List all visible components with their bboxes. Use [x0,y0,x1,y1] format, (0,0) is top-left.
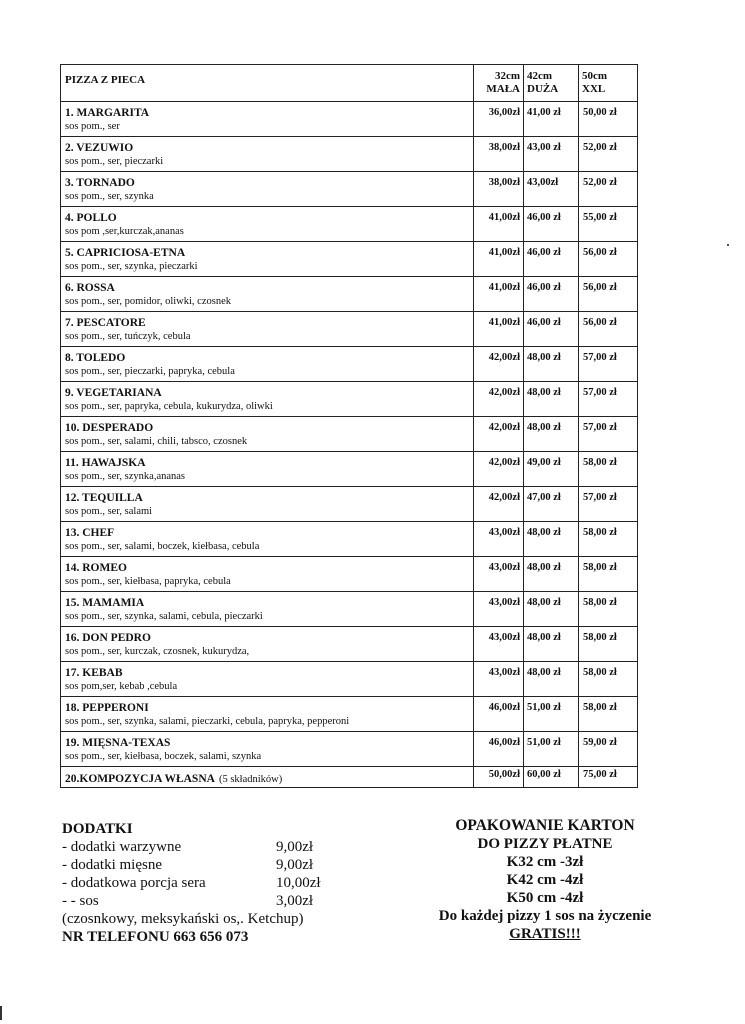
addons-title: DODATKI [62,821,133,837]
pizza-cell [61,732,474,767]
menu-items [61,102,638,788]
price-small: 41,00zł [474,207,524,242]
box-price-32: K32 cm -3zł [506,854,584,870]
item-name: 18. PEPPERONI [65,702,149,714]
price-xxl: 58,00 zł [579,662,638,697]
price-small: 43,00zł [474,662,524,697]
phone-number: NR TELEFONU 663 656 073 [62,929,249,945]
sauce-note: (czosnkowy, meksykański os,. Ketchup) [62,911,304,927]
price-small: 42,00zł [474,417,524,452]
price-large: 51,00 zł [524,697,579,732]
table-header-row [61,65,638,102]
table-row [61,452,638,487]
pizza-cell [61,172,474,207]
price-small: 36,00zł [474,102,524,137]
item-name: 16. DON PEDRO [65,632,151,644]
price-large: 48,00 zł [524,382,579,417]
price-large: 48,00 zł [524,592,579,627]
item-ingredients: sos pom., ser, salami [65,506,153,517]
item-ingredients: sos pom., ser, tuńczyk, cebula [65,331,191,342]
size-header-cm: 50cm [582,70,608,82]
box-price-50: K50 cm -4zł [506,890,584,906]
item-ingredients: sos pom., ser, papryka, cebula, kukurydza, oliwki [65,401,273,412]
item-name: 17. KEBAB [65,667,123,679]
table-row [61,207,638,242]
item-name: 4. POLLO [65,212,117,224]
addon-price: 9,00zł [276,839,314,855]
price-large: 43,00zł [524,172,579,207]
pizza-cell [61,382,474,417]
pizza-cell [61,102,474,137]
item-ingredients: sos pom., ser, salami, boczek, kiełbasa, cebula [65,541,260,552]
addons-list [62,838,362,910]
table-row [61,312,638,347]
pizza-cell [61,557,474,592]
price-small: 46,00zł [474,697,524,732]
table-row [61,487,638,522]
item-ingredients: sos pom., ser, szynka,ananas [65,471,186,482]
table-row [61,662,638,697]
item-name: 13. CHEF [65,527,115,539]
table-row [61,277,638,312]
size-header-name: XXL [582,83,606,95]
scan-edge-mark [0,1006,2,1020]
size-header-name: MAŁA [486,83,520,95]
price-small: 46,00zł [474,732,524,767]
size-header-cm: 42cm [527,70,553,82]
price-xxl: 58,00 zł [579,697,638,732]
pizza-cell [61,697,474,732]
item-name: 9. VEGETARIANA [65,387,162,399]
table-row [61,102,638,137]
price-xxl: 50,00 zł [579,102,638,137]
item-ingredients: sos pom., ser, pieczarki [65,156,164,167]
price-large: 47,00 zł [524,487,579,522]
size-header-small [474,65,524,102]
price-small: 42,00zł [474,347,524,382]
item-ingredients: sos pom,ser, kebab ,cebula [65,681,178,692]
table-row-custom-pizza [61,767,638,788]
price-small: 41,00zł [474,277,524,312]
price-small: 42,00zł [474,382,524,417]
price-small: 43,00zł [474,627,524,662]
table-row [61,347,638,382]
table-title: PIZZA Z PIECA [61,65,474,102]
table-row [61,592,638,627]
table-row [61,242,638,277]
item-ingredients: sos pom., ser [65,121,120,132]
item-name: 5. CAPRICIOSA-ETNA [65,247,186,259]
price-xxl: 57,00 zł [579,487,638,522]
price-xxl: 57,00 zł [579,347,638,382]
packaging-subtitle: DO PIZZY PŁATNE [477,836,613,852]
item-name: 10. DESPERADO [65,422,154,434]
table-row [61,732,638,767]
addon-price: 3,00zł [276,893,314,909]
item-ingredients: sos pom., ser, kurczak, czosnek, kukurydza, [65,646,250,657]
price-xxl: 58,00 zł [579,452,638,487]
price-small: 38,00zł [474,137,524,172]
addon-line [62,892,362,910]
table-row [61,137,638,172]
pizza-cell [61,312,474,347]
size-header-large [524,65,579,102]
addon-label: - - sos [62,893,99,909]
addon-price: 10,00zł [276,875,321,891]
price-small: 50,00zł [474,767,524,788]
table-row [61,382,638,417]
price-xxl: 52,00 zł [579,137,638,172]
price-large: 41,00 zł [524,102,579,137]
addons-section [62,820,362,946]
pizza-cell [61,522,474,557]
box-price-42: K42 cm -4zł [506,872,584,888]
packaging-title: OPAKOWANIE KARTON [455,817,635,834]
pizza-cell [61,242,474,277]
price-large: 46,00 zł [524,277,579,312]
item-ingredients: sos pom ,ser,kurczak,ananas [65,226,184,237]
item-name: 15. MAMAMIA [65,597,145,609]
pizza-price-table [60,64,638,788]
custom-pizza-cell [61,767,474,788]
price-large: 48,00 zł [524,347,579,382]
size-header-cm: 32cm [494,70,520,82]
item-ingredients: sos pom., ser, szynka [65,191,154,202]
table-row [61,697,638,732]
item-name: 19. MIĘSNA-TEXAS [65,737,171,749]
item-ingredients: sos pom., ser, pomidor, oliwki, czosnek [65,296,231,307]
price-large: 48,00 zł [524,522,579,557]
price-small: 42,00zł [474,487,524,522]
table-row [61,522,638,557]
item-name: 14. ROMEO [65,562,127,574]
price-small: 43,00zł [474,522,524,557]
item-ingredients: sos pom., ser, szynka, salami, cebula, pieczarki [65,611,263,622]
table-row [61,417,638,452]
item-ingredients: sos pom., ser, szynka, pieczarki [65,261,198,272]
price-large: 48,00 zł [524,627,579,662]
price-xxl: 57,00 zł [579,382,638,417]
price-xxl: 57,00 zł [579,417,638,452]
size-header-xxl [579,65,638,102]
item-name: 3. TORNADO [65,177,135,189]
item-name: 1. MARGARITA [65,107,150,119]
pizza-cell [61,452,474,487]
addon-line [62,874,362,892]
price-small: 42,00zł [474,452,524,487]
addon-price: 9,00zł [276,857,314,873]
price-xxl: 58,00 zł [579,557,638,592]
price-large: 48,00 zł [524,417,579,452]
item-note: (5 składników) [218,774,283,785]
price-xxl: 58,00 zł [579,627,638,662]
price-small: 41,00zł [474,242,524,277]
price-large: 48,00 zł [524,662,579,697]
price-xxl: 59,00 zł [579,732,638,767]
addon-label: - dodatki mięsne [62,857,162,873]
price-small: 43,00zł [474,592,524,627]
item-name: 20.KOMPOZYCJA WŁASNA [65,773,215,785]
pizza-cell [61,662,474,697]
pizza-cell [61,347,474,382]
price-large: 46,00 zł [524,312,579,347]
price-small: 41,00zł [474,312,524,347]
addon-line [62,838,362,856]
item-name: 7. PESCATORE [65,317,146,329]
item-ingredients: sos pom., ser, kiełbasa, papryka, cebula [65,576,231,587]
price-large: 51,00 zł [524,732,579,767]
pizza-cell [61,277,474,312]
item-name: 8. TOLEDO [65,352,126,364]
price-large: 48,00 zł [524,557,579,592]
scan-speck [727,244,729,246]
item-name: 6. ROSSA [65,282,115,294]
item-ingredients: sos pom., ser, salami, chili, tabsco, czosnek [65,436,248,447]
price-xxl: 55,00 zł [579,207,638,242]
pizza-cell [61,417,474,452]
addon-label: - dodatki warzywne [62,839,182,855]
packaging-section [400,817,690,943]
pizza-cell [61,137,474,172]
price-small: 43,00zł [474,557,524,592]
item-ingredients: sos pom., ser, pieczarki, papryka, cebula [65,366,235,377]
gratis-label: GRATIS!!! [509,926,581,942]
item-name: 12. TEQUILLA [65,492,143,504]
price-large: 46,00 zł [524,242,579,277]
table-row [61,172,638,207]
price-xxl: 52,00 zł [579,172,638,207]
price-xxl: 58,00 zł [579,522,638,557]
table-row [61,557,638,592]
price-large: 46,00 zł [524,207,579,242]
price-xxl: 56,00 zł [579,312,638,347]
price-large: 43,00 zł [524,137,579,172]
price-xxl: 58,00 zł [579,592,638,627]
pizza-cell [61,207,474,242]
price-large: 49,00 zł [524,452,579,487]
item-name: 11. HAWAJSKA [65,457,146,469]
pizza-cell [61,487,474,522]
sauce-info: Do każdej pizzy 1 sos na życzenie [438,908,652,924]
price-xxl: 75,00 zł [579,767,638,788]
price-xxl: 56,00 zł [579,242,638,277]
item-ingredients: sos pom., ser, szynka, salami, pieczarki, cebula, papryka, pepperoni [65,716,350,727]
price-small: 38,00zł [474,172,524,207]
table-row [61,627,638,662]
price-xxl: 56,00 zł [579,277,638,312]
pizza-cell [61,592,474,627]
item-name: 2. VEZUWIO [65,142,134,154]
size-header-name: DUŻA [527,83,559,95]
addon-line [62,856,362,874]
pizza-cell [61,627,474,662]
price-large: 60,00 zł [524,767,579,788]
addon-label: - dodatkowa porcja sera [62,875,206,891]
item-ingredients: sos pom., ser, kiełbasa, boczek, salami, szynka [65,751,262,762]
